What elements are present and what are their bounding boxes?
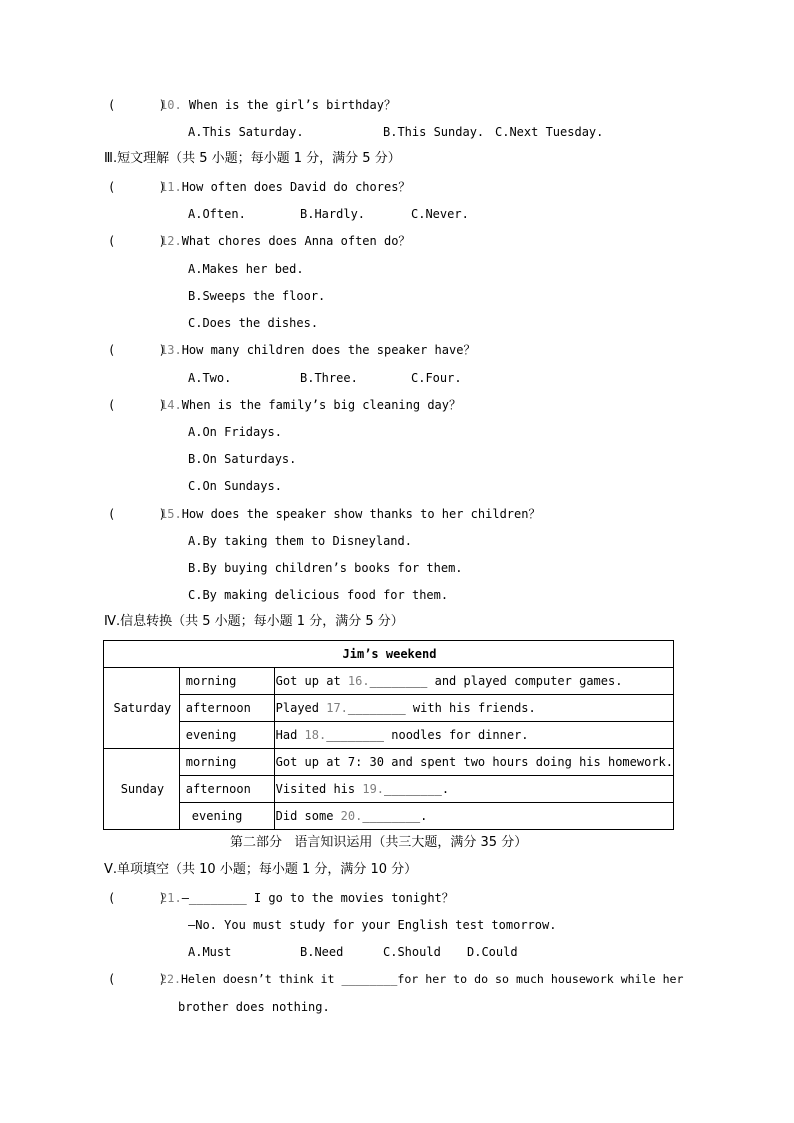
table-cell: Got up at 7: 30 and spent two hours doing his homework. (274, 749, 673, 776)
question-number: 10. (160, 98, 182, 112)
option-c: C.By making delicious food for them. (188, 588, 449, 602)
question-text: Helen doesn’t think it ________for her to do so much housework while her (180, 972, 684, 986)
table-cell (274, 776, 673, 803)
answer-bracket: ( ) (108, 507, 166, 521)
blank-number: 18. (304, 728, 327, 742)
question-number: 13. (160, 343, 182, 357)
option-c: C.Should (383, 945, 441, 959)
table-row (104, 668, 674, 695)
section-heading-3: Ⅲ.短文理解（共 5 小题；每小题 1 分，满分 5 分） (104, 151, 401, 166)
part-heading: 第二部分 语言知识运用（共三大题，满分 35 分） (230, 835, 528, 850)
question-number: 15. (160, 507, 182, 521)
cell-text: Played (275, 701, 327, 715)
table-cell (274, 695, 673, 722)
option-d: D.Could (467, 945, 518, 959)
option-a: A.Must (188, 945, 232, 959)
table-cell (274, 803, 673, 830)
section-heading-4: Ⅳ.信息转换（共 5 小题；每小题 1 分，满分 5 分） (104, 614, 404, 629)
question-10 (160, 97, 396, 113)
table-title: Jim’s weekend (104, 641, 674, 668)
option-c: C.Does the dishes. (188, 316, 319, 330)
option-a: A.This Saturday. (188, 125, 304, 139)
table-row (104, 695, 674, 722)
option-a: A.On Fridays. (188, 425, 282, 439)
section-heading-5: Ⅴ.单项填空（共 10 小题；每小题 1 分，满分 10 分） (104, 862, 418, 877)
cell-text: Got up at (275, 674, 348, 688)
answer-bracket: ( ) (108, 398, 166, 412)
answer-bracket: ( ) (108, 891, 166, 905)
option-b: B.Sweeps the floor. (188, 289, 326, 303)
option-b: B.Three. (300, 371, 358, 385)
question-number: 22. (160, 972, 181, 986)
option-a: A.Often. (188, 207, 246, 221)
option-a: A.Makes her bed. (188, 262, 304, 276)
cell-text: Visited his (275, 782, 363, 796)
answer-bracket: ( ) (108, 343, 166, 357)
time-label: morning (179, 749, 274, 776)
day-label: Sunday (104, 749, 180, 830)
option-c: C.Next Tuesday. (495, 125, 604, 139)
question-12 (160, 233, 410, 249)
question-15 (160, 506, 540, 522)
cell-text: ________. (384, 782, 450, 796)
question-22 (160, 971, 684, 987)
question-text: How does the speaker show thanks to her children？ (181, 507, 541, 521)
time-label: afternoon (179, 695, 274, 722)
question-number: 14. (160, 398, 182, 412)
table-row (104, 803, 674, 830)
question-continuation: brother does nothing. (178, 1000, 330, 1014)
option-b: B.Hardly. (300, 207, 366, 221)
answer-bracket: ( ) (108, 972, 166, 986)
question-text: —________ I go to the movies tonight？ (181, 891, 454, 905)
day-label: Saturday (104, 668, 180, 749)
table-row (104, 776, 674, 803)
cell-text: Did some (275, 809, 341, 823)
question-text: How many children does the speaker have？ (181, 343, 476, 357)
blank-number: 20. (340, 809, 363, 823)
question-14 (160, 397, 461, 413)
time-label: morning (179, 668, 274, 695)
cell-text: ________. (362, 809, 428, 823)
answer-bracket: ( ) (108, 234, 166, 248)
option-a: A.By taking them to Disneyland. (188, 534, 412, 548)
answer-bracket: ( ) (108, 98, 166, 112)
question-21 (160, 890, 454, 906)
dialogue-reply: —No. You must study for your English test tomorrow. (188, 918, 557, 932)
option-c: C.Four. (411, 371, 462, 385)
option-b: B.This Sunday. (383, 125, 485, 139)
blank-number: 17. (326, 701, 348, 715)
table-cell (274, 722, 673, 749)
table-row (104, 641, 674, 668)
answer-bracket: ( ) (108, 180, 166, 194)
time-label: afternoon (179, 776, 274, 803)
question-11 (160, 179, 410, 195)
option-c: C.On Sundays. (188, 479, 282, 493)
cell-text: ________ and played computer games. (369, 674, 623, 688)
cell-text: Had (275, 728, 305, 742)
blank-number: 16. (347, 674, 370, 688)
option-b: B.Need (300, 945, 344, 959)
blank-number: 19. (362, 782, 385, 796)
question-number: 21. (160, 891, 182, 905)
option-b: B.On Saturdays. (188, 452, 297, 466)
time-label: evening (179, 722, 274, 749)
question-text: What chores does Anna often do？ (181, 234, 411, 248)
time-label: evening (179, 803, 274, 830)
option-a: A.Two. (188, 371, 232, 385)
cell-text: ________ with his friends. (347, 701, 536, 715)
question-13 (160, 342, 475, 358)
table-row (104, 749, 674, 776)
question-text: How often does David do chores？ (181, 180, 411, 194)
option-c: C.Never. (411, 207, 469, 221)
question-number: 12. (160, 234, 182, 248)
table-row (104, 722, 674, 749)
option-b: B.By buying children’s books for them. (188, 561, 463, 575)
question-text: When is the girl’s birthday？ (181, 98, 396, 112)
cell-text: ________ noodles for dinner. (326, 728, 529, 742)
table-cell (274, 668, 673, 695)
info-table (103, 640, 674, 830)
question-number: 11. (160, 180, 182, 194)
question-text: When is the family’s big cleaning day？ (181, 398, 461, 412)
